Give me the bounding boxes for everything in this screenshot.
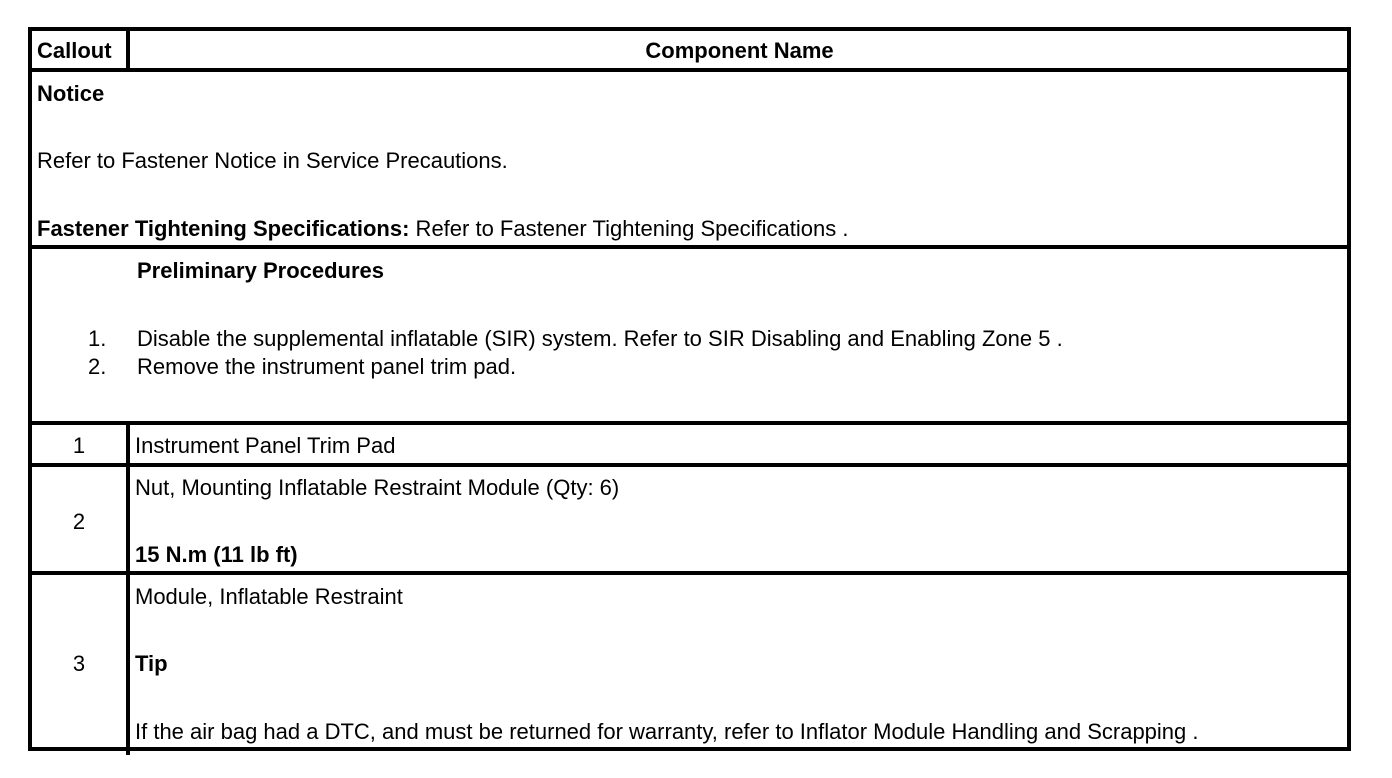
header-component-name: Component Name	[645, 38, 834, 63]
component-name: Instrument Panel Trim Pad	[135, 433, 396, 458]
row-separator	[32, 68, 1347, 72]
callout-number: 3	[72, 651, 86, 676]
step-number: 2.	[88, 354, 107, 379]
tip-label: Tip	[135, 651, 168, 676]
component-name: Module, Inflatable Restraint	[135, 584, 403, 609]
step-text: Disable the supplemental inflatable (SIR) system. Refer to SIR Disabling and Enabling Zone 5 .	[137, 326, 1063, 351]
row-separator	[32, 571, 1347, 575]
fastener-spec-text: Refer to Fastener Tightening Specifications .	[409, 216, 849, 241]
preliminary-title: Preliminary Procedures	[137, 258, 385, 283]
callout-number: 1	[72, 433, 86, 458]
header-callout: Callout	[37, 38, 112, 63]
callout-divider	[126, 423, 130, 755]
fastener-spec-label: Fastener Tightening Specifications:	[37, 216, 410, 241]
fastener-spec-line	[37, 216, 848, 242]
tip-text: If the air bag had a DTC, and must be returned for warranty, refer to Inflator Module Handling and Scrapping .	[135, 719, 1199, 744]
notice-text: Refer to Fastener Notice in Service Precautions.	[37, 148, 508, 173]
row-separator	[32, 245, 1347, 249]
callout-number: 2	[72, 509, 86, 534]
row-separator	[32, 463, 1347, 467]
torque-spec: 15 N.m (11 lb ft)	[135, 542, 298, 567]
header-divider	[126, 31, 130, 69]
notice-title: Notice	[37, 81, 105, 106]
step-number: 1.	[88, 326, 107, 351]
component-name: Nut, Mounting Inflatable Restraint Module (Qty: 6)	[135, 475, 620, 500]
step-text: Remove the instrument panel trim pad.	[137, 354, 517, 379]
component-table	[28, 27, 1351, 751]
row-separator	[32, 421, 1347, 425]
